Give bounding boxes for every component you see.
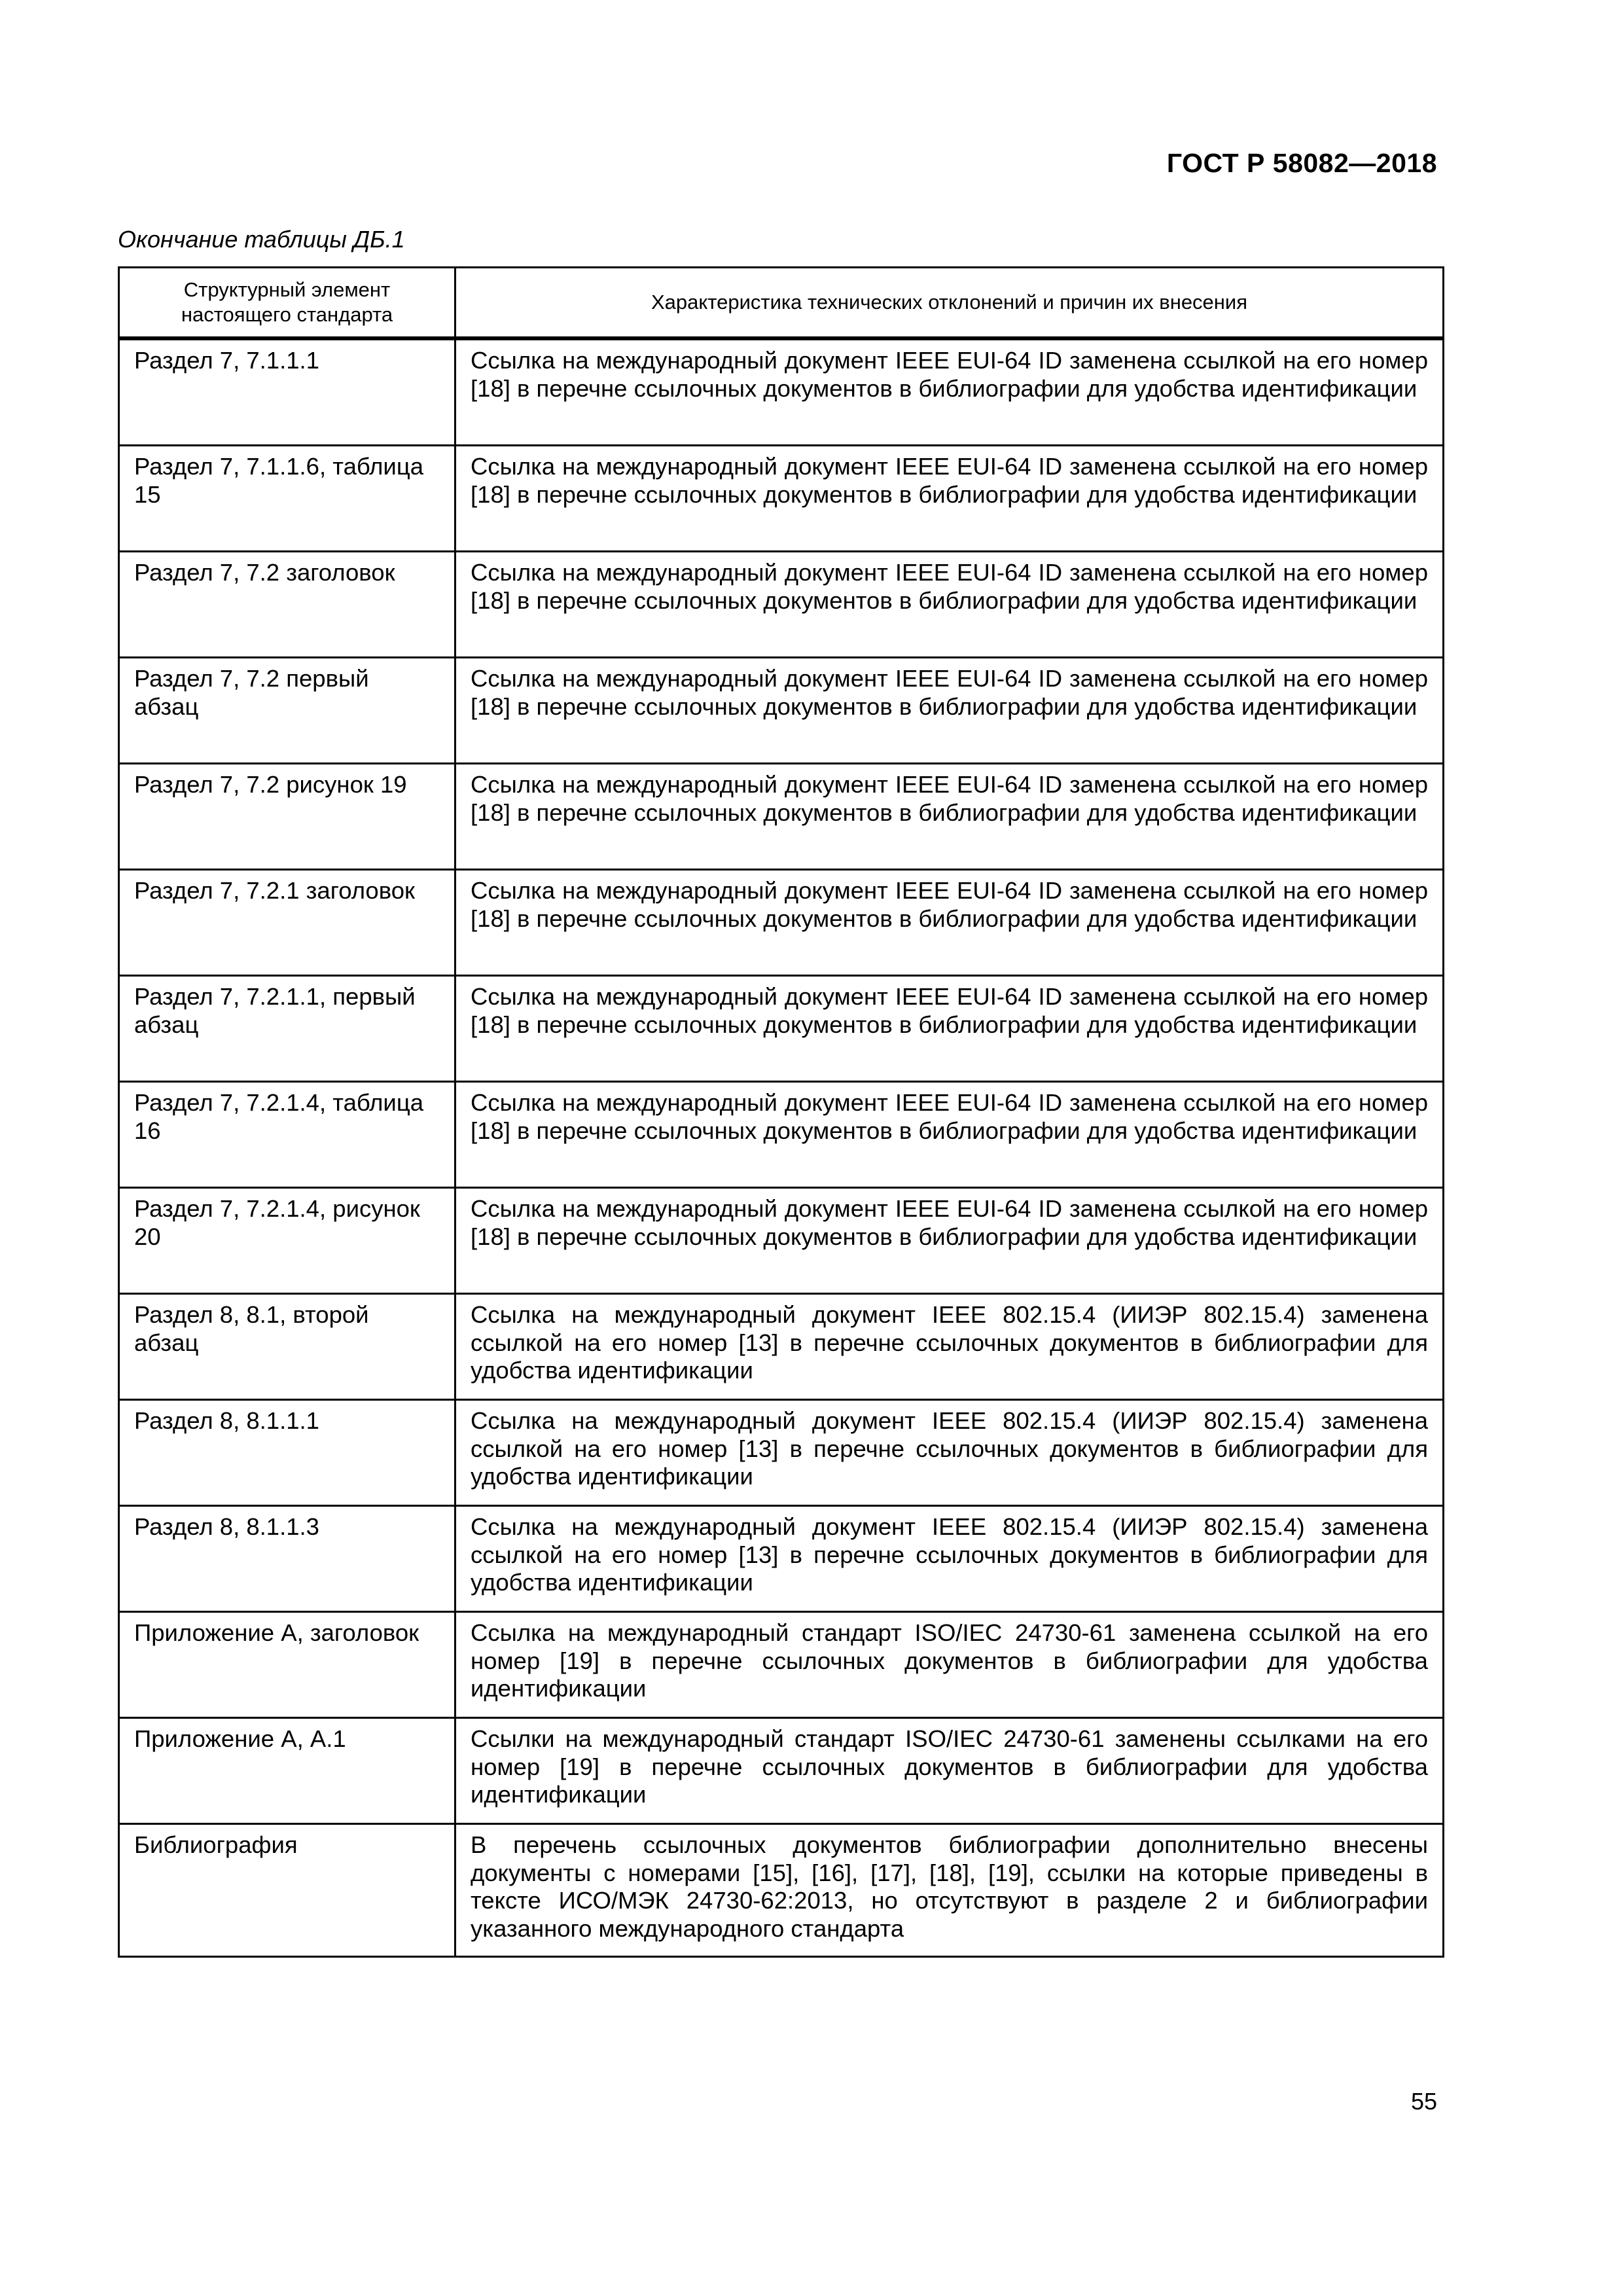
deviation-description-cell: Ссылка на международный документ IEEE EUI-64 ID заменена ссылкой на его номер [18] в перечне ссылочных документов в библиографии для удобства идентификации [455, 1082, 1444, 1188]
column-header-characteristic: Характеристика технических отклонений и причин их внесения [455, 268, 1444, 339]
deviation-description-cell: Ссылка на международный документ IEEE EUI-64 ID заменена ссылкой на его номер [18] в перечне ссылочных документов в библиографии для удобства идентификации [455, 446, 1444, 552]
column-header-element: Структурный элемент настоящего стандарта [119, 268, 455, 339]
table-row [119, 764, 1444, 870]
deviation-description-cell: Ссылка на международный документ IEEE EUI-64 ID заменена ссылкой на его номер [18] в перечне ссылочных документов в библиографии для удобства идентификации [455, 1188, 1444, 1294]
table-row [119, 1082, 1444, 1188]
deviation-description-cell: Ссылки на международный стандарт ISO/IEC 24730-61 заменены ссылками на его номер [19] в перечне ссылочных документов в библиографии для удобства идентификации [455, 1718, 1444, 1824]
structural-element-cell: Раздел 7, 7.2.1.4, рисунок 20 [119, 1188, 455, 1294]
table-row [119, 338, 1444, 446]
deviation-description-cell: Ссылка на международный документ IEEE EUI-64 ID заменена ссылкой на его номер [18] в перечне ссылочных документов в библиографии для удобства идентификации [455, 338, 1444, 446]
deviation-description-cell: Ссылка на международный документ IEEE 802.15.4 (ИИЭР 802.15.4) заменена ссылкой на его номер [13] в перечне ссылочных документов в библиографии для удобства идентификации [455, 1400, 1444, 1506]
deviations-table [118, 266, 1444, 1958]
document-code: ГОСТ Р 58082—2018 [1166, 148, 1437, 178]
table-row [119, 552, 1444, 658]
structural-element-cell: Раздел 8, 8.1.1.1 [119, 1400, 455, 1506]
table-row [119, 870, 1444, 976]
deviation-description-cell: Ссылка на международный документ IEEE EUI-64 ID заменена ссылкой на его номер [18] в перечне ссылочных документов в библиографии для удобства идентификации [455, 764, 1444, 870]
structural-element-cell: Раздел 7, 7.1.1.1 [119, 338, 455, 446]
structural-element-cell: Раздел 8, 8.1, второй абзац [119, 1294, 455, 1400]
deviation-description-cell: Ссылка на международный документ IEEE 802.15.4 (ИИЭР 802.15.4) заменена ссылкой на его номер [13] в перечне ссылочных документов в библиографии для удобства идентификации [455, 1294, 1444, 1400]
deviation-description-cell: Ссылка на международный документ IEEE EUI-64 ID заменена ссылкой на его номер [18] в перечне ссылочных документов в библиографии для удобства идентификации [455, 552, 1444, 658]
structural-element-cell: Раздел 7, 7.2 рисунок 19 [119, 764, 455, 870]
deviation-description-cell: В перечень ссылочных документов библиографии дополнительно внесены документы с номерами [15], [16], [17], [18], [19], ссылки на которые приведены в тексте ИСО/МЭК 24730-62:2013, но отсутствуют в разделе 2 и библиографии указанного международного стандарта [455, 1824, 1444, 1957]
table-row [119, 1612, 1444, 1718]
structural-element-cell: Раздел 7, 7.2 первый абзац [119, 658, 455, 764]
table-caption: Окончание таблицы ДБ.1 [118, 226, 405, 253]
deviation-description-cell: Ссылка на международный документ IEEE EUI-64 ID заменена ссылкой на его номер [18] в перечне ссылочных документов в библиографии для удобства идентификации [455, 870, 1444, 976]
structural-element-cell: Раздел 8, 8.1.1.3 [119, 1506, 455, 1612]
structural-element-cell: Раздел 7, 7.2.1 заголовок [119, 870, 455, 976]
table-row [119, 1718, 1444, 1824]
table-header-row [119, 268, 1444, 339]
table-row [119, 658, 1444, 764]
table-row [119, 1506, 1444, 1612]
table-row [119, 1824, 1444, 1957]
deviation-description-cell: Ссылка на международный документ IEEE 802.15.4 (ИИЭР 802.15.4) заменена ссылкой на его номер [13] в перечне ссылочных документов в библиографии для удобства идентификации [455, 1506, 1444, 1612]
table-row [119, 1294, 1444, 1400]
table-row [119, 1400, 1444, 1506]
deviation-description-cell: Ссылка на международный документ IEEE EUI-64 ID заменена ссылкой на его номер [18] в перечне ссылочных документов в библиографии для удобства идентификации [455, 976, 1444, 1082]
table-row [119, 976, 1444, 1082]
table-row [119, 446, 1444, 552]
deviation-description-cell: Ссылка на международный документ IEEE EUI-64 ID заменена ссылкой на его номер [18] в перечне ссылочных документов в библиографии для удобства идентификации [455, 658, 1444, 764]
structural-element-cell: Раздел 7, 7.2.1.4, таблица 16 [119, 1082, 455, 1188]
structural-element-cell: Приложение А, заголовок [119, 1612, 455, 1718]
table-row [119, 1188, 1444, 1294]
structural-element-cell: Раздел 7, 7.2.1.1, первый абзац [119, 976, 455, 1082]
structural-element-cell: Приложение А, А.1 [119, 1718, 455, 1824]
structural-element-cell: Раздел 7, 7.1.1.6, таблица 15 [119, 446, 455, 552]
structural-element-cell: Библиография [119, 1824, 455, 1957]
page-number: 55 [1410, 2088, 1437, 2115]
structural-element-cell: Раздел 7, 7.2 заголовок [119, 552, 455, 658]
deviation-description-cell: Ссылка на международный стандарт ISO/IEC 24730-61 заменена ссылкой на его номер [19] в перечне ссылочных документов в библиографии для удобства идентификации [455, 1612, 1444, 1718]
